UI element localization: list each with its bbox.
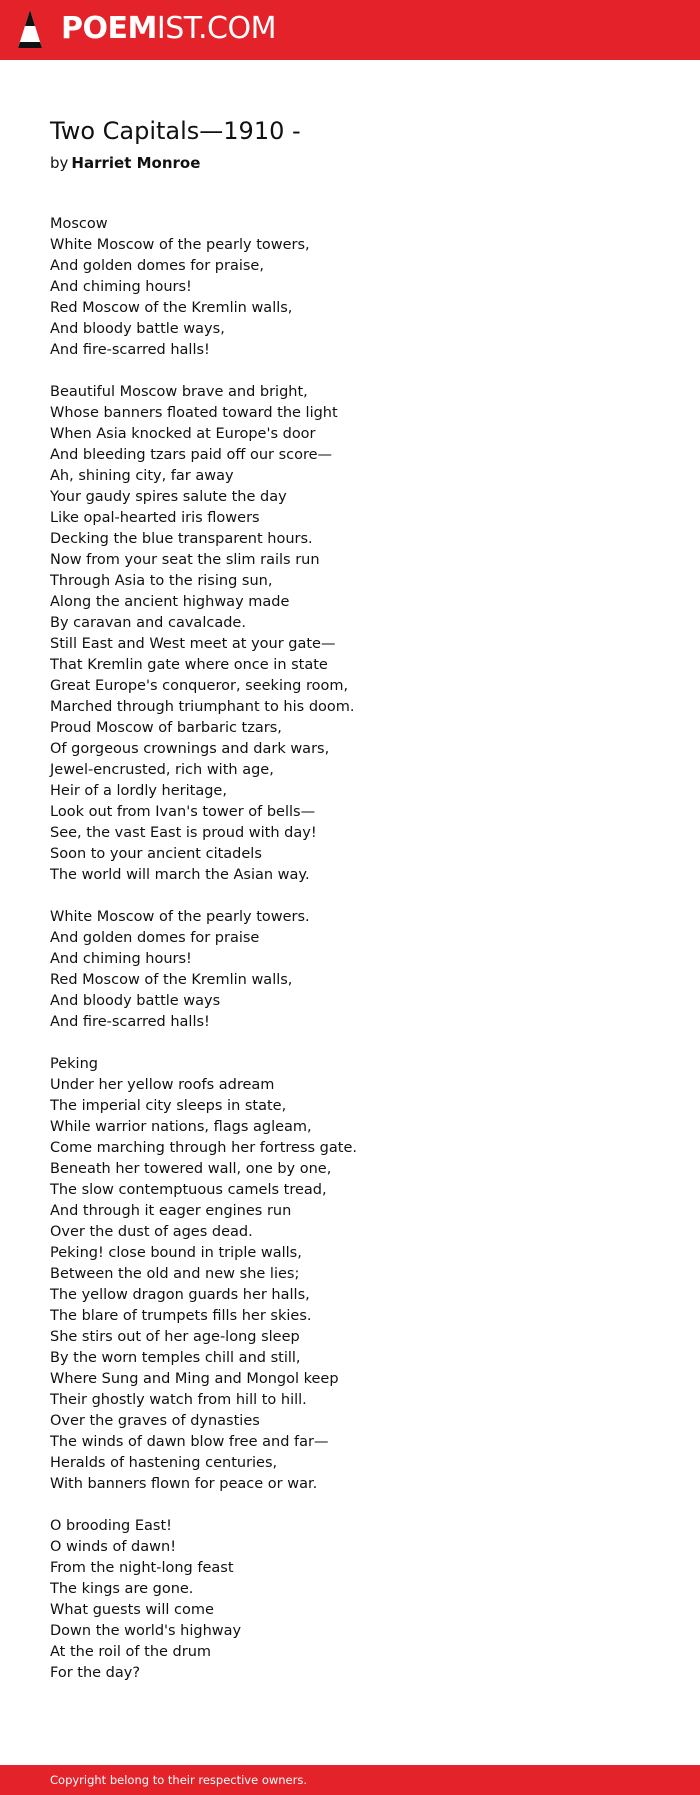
byline-prefix: by [50, 154, 69, 172]
poem-line: The yellow dragon guards her halls, [50, 1287, 310, 1303]
poem-line: Down the world's highway [50, 1623, 242, 1639]
poem-line: Soon to your ancient citadels [50, 846, 262, 862]
poem-line: By caravan and cavalcade. [50, 615, 246, 631]
poem-byline [50, 152, 670, 174]
poem-line: Their ghostly watch from hill to hill. [50, 1392, 307, 1408]
poem-stanza [50, 1054, 670, 1495]
poem-line: That Kremlin gate where once in state [50, 657, 328, 673]
poem-line: By the worn temples chill and still, [50, 1350, 301, 1366]
poem-line: Along the ancient highway made [50, 594, 290, 610]
poem-line: And through it eager engines run [50, 1203, 292, 1219]
poem-line: Great Europe's conqueror, seeking room, [50, 678, 349, 694]
poem-line: Heralds of hastening centuries, [50, 1455, 278, 1471]
poem-line: Of gorgeous crownings and dark wars, [50, 741, 330, 757]
poem-line: Under her yellow roofs adream [50, 1077, 275, 1093]
poem-line: The blare of trumpets fills her skies. [50, 1308, 312, 1324]
poem-line: See, the vast East is proud with day! [50, 825, 317, 841]
pencil-tip-icon[interactable] [16, 8, 44, 52]
poem-line: And fire-scarred halls! [50, 342, 210, 358]
poem-line: The winds of dawn blow free and far— [50, 1434, 329, 1450]
poem-line: For the day? [50, 1665, 141, 1681]
poem-line: And golden domes for praise [50, 930, 260, 946]
poem-line: O winds of dawn! [50, 1539, 177, 1555]
poem-line: Come marching through her fortress gate. [50, 1140, 357, 1156]
poem-line: Whose banners floated toward the light [50, 405, 338, 421]
poem-stanza [50, 907, 670, 1033]
poem-line: Now from your seat the slim rails run [50, 552, 320, 568]
poem-line: White Moscow of the pearly towers. [50, 909, 310, 925]
poem-stanza [50, 1516, 670, 1684]
poem-line: The world will march the Asian way. [50, 867, 310, 883]
logo-light-text: IST.COM [156, 11, 276, 46]
poem-line: Proud Moscow of barbaric tzars, [50, 720, 282, 736]
poem-line: While warrior nations, flags agleam, [50, 1119, 312, 1135]
poem-content [50, 112, 670, 1705]
poem-author[interactable]: Harriet Monroe [71, 154, 201, 172]
poem-line: From the night-long feast [50, 1560, 234, 1576]
poem-line: Marched through triumphant to his doom. [50, 699, 355, 715]
poem-line: Like opal-hearted iris flowers [50, 510, 260, 526]
poem-line: Red Moscow of the Kremlin walls, [50, 972, 293, 988]
poem-line: Heir of a lordly heritage, [50, 783, 227, 799]
poem-line: Look out from Ivan's tower of bells— [50, 804, 316, 820]
poem-line: Between the old and new she lies; [50, 1266, 300, 1282]
poem-stanza [50, 214, 670, 361]
poem-line: With banners flown for peace or war. [50, 1476, 318, 1492]
site-header [0, 0, 700, 60]
site-logo[interactable] [61, 11, 276, 47]
poem-line: Where Sung and Ming and Mongol keep [50, 1371, 339, 1387]
poem-line: Your gaudy spires salute the day [50, 489, 287, 505]
poem-body [50, 214, 670, 1684]
copyright-text: Copyright belong to their respective owners. [50, 1773, 308, 1787]
poem-line: The kings are gone. [50, 1581, 194, 1597]
poem-line: The imperial city sleeps in state, [50, 1098, 287, 1114]
poem-line: The slow contemptuous camels tread, [50, 1182, 327, 1198]
poem-stanza [50, 382, 670, 886]
poem-line: And bleeding tzars paid off our score— [50, 447, 333, 463]
poem-line: And bloody battle ways [50, 993, 221, 1009]
logo-bold-text: POEM [61, 11, 157, 46]
poem-line: And golden domes for praise, [50, 258, 264, 274]
poem-line: And chiming hours! [50, 279, 192, 295]
poem-line: Over the graves of dynasties [50, 1413, 260, 1429]
poem-line: And fire-scarred halls! [50, 1014, 210, 1030]
poem-line: Red Moscow of the Kremlin walls, [50, 300, 293, 316]
poem-line: Peking! close bound in triple walls, [50, 1245, 302, 1261]
poem-line: Through Asia to the rising sun, [50, 573, 273, 589]
poem-line: Decking the blue transparent hours. [50, 531, 313, 547]
poem-line: Beautiful Moscow brave and bright, [50, 384, 308, 400]
poem-line: What guests will come [50, 1602, 214, 1618]
poem-line: Beneath her towered wall, one by one, [50, 1161, 332, 1177]
poem-line: And bloody battle ways, [50, 321, 225, 337]
poem-line: Still East and West meet at your gate— [50, 636, 336, 652]
poem-line: And chiming hours! [50, 951, 192, 967]
poem-line: Peking [50, 1056, 98, 1072]
poem-line: She stirs out of her age-long sleep [50, 1329, 300, 1345]
poem-line: Over the dust of ages dead. [50, 1224, 253, 1240]
poem-line: Ah, shining city, far away [50, 468, 234, 484]
poem-line: At the roil of the drum [50, 1644, 212, 1660]
poem-line: White Moscow of the pearly towers, [50, 237, 310, 253]
poem-title: Two Capitals—1910 - [50, 117, 301, 145]
poem-line: O brooding East! [50, 1518, 172, 1534]
site-footer [0, 1765, 700, 1795]
poem-line: When Asia knocked at Europe's door [50, 426, 316, 442]
poem-line: Moscow [50, 216, 108, 232]
poem-line: Jewel-encrusted, rich with age, [50, 762, 274, 778]
